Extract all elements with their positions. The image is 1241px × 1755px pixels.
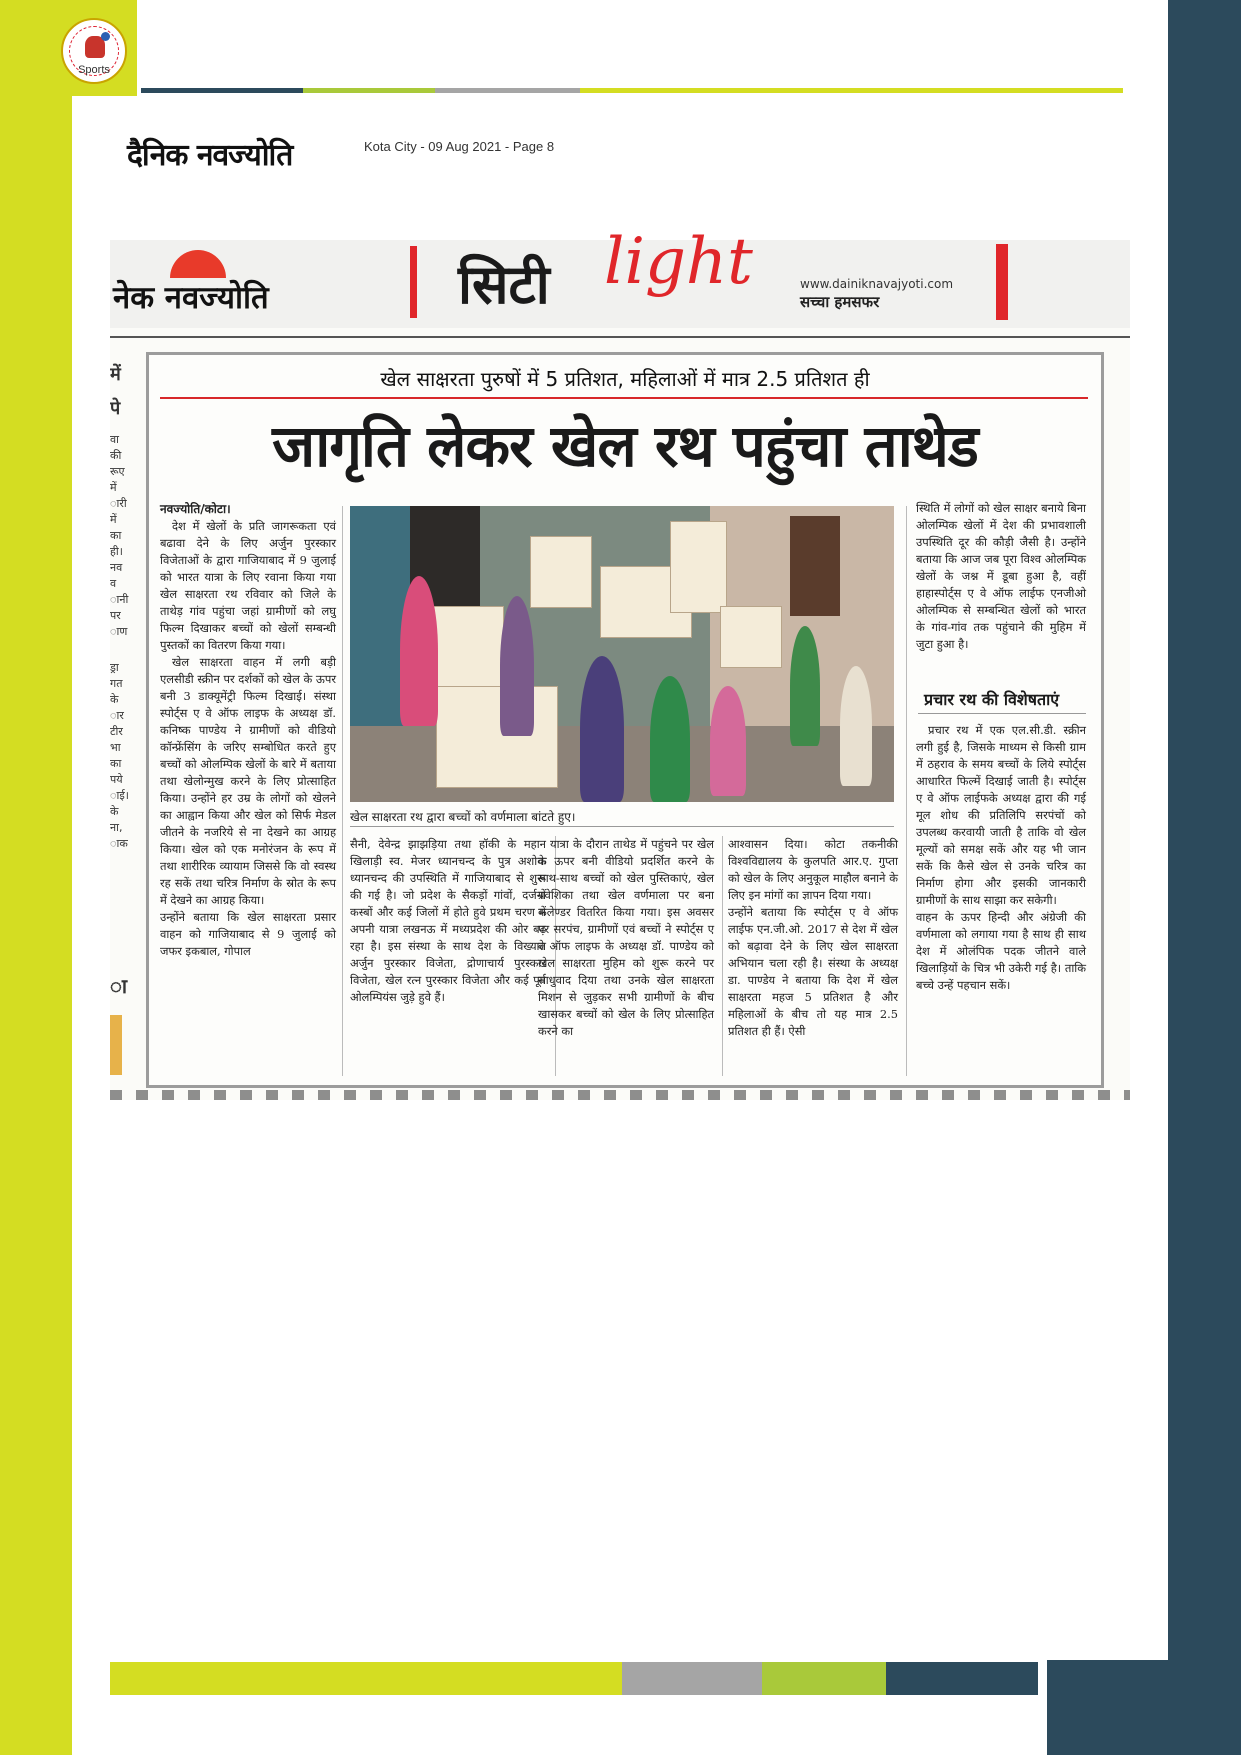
edge-fragment: ड्रा (110, 661, 119, 674)
website-url: www.dainiknavajyoti.com (800, 277, 954, 291)
edge-fragment: वा (110, 433, 119, 446)
edge-fragment: नव (110, 561, 123, 574)
edition-dateline: Kota City - 09 Aug 2021 - Page 8 (364, 139, 555, 154)
newspaper-masthead: दैनिक नवज्योति (127, 138, 293, 173)
header-line-lime (580, 88, 1123, 93)
photo-alphabet-chart (436, 686, 558, 788)
edge-headline-fragment: ा (110, 978, 128, 994)
edge-fragment: ाई। (110, 789, 129, 802)
article-column-5-top: स्थिति में लोगों को खेल साक्षर बनाये बिना ओलम्पिक खेलों में देश की प्रभावशाली उपस्थिति दूर की कौड़ी जैसी है। उन्होंने बताया कि आज जब पूरा विश्व ओलम्पिक खेलों के जश्न में डूबा हुआ है, वहीं हाहास्पोर्ट्स ए वे ऑफ लाईफ एनजीओ ओलम्पिक से सम्बन्धित खेलों को भारत के गांव-गांव तक पहुंचाने की मुहिम में जुटा हुआ है। (916, 501, 1086, 651)
left-color-band (0, 0, 72, 1755)
footer-bar-navy (886, 1662, 1038, 1695)
photo-child (840, 666, 872, 786)
column-divider (722, 836, 723, 1076)
photo-child (500, 596, 534, 736)
header-line-green (303, 88, 435, 93)
edge-fragment: टीर (110, 725, 123, 738)
edge-fragment: ारी (110, 497, 127, 510)
article-byline: नवज्योति/कोटा। (160, 502, 231, 516)
photo-alphabet-chart (432, 606, 504, 688)
photo-child (650, 676, 690, 802)
photo-alphabet-chart (670, 521, 727, 613)
photo-child (710, 686, 746, 796)
subheading-rule (918, 713, 1086, 714)
edge-fragment: में (110, 513, 117, 526)
footer-bar-green (762, 1662, 886, 1695)
article-column-5-bottom: प्रचार रथ में एक एल.सी.डी. स्क्रीन लगी हुई है, जिसके माध्यम से किसी ग्राम में ठहराव के समय बच्चों के लिये स्पोर्ट्स आधारित फिल्में दिखाई जाती है। स्पोर्ट्स ए वे ऑफ लाईफके अध्यक्ष द्वारा की गई मूल शोध की प्रतिलिपि सरपंचों को उपलब्ध करवायी जाती है ताकि वो खेल मूल्यों को समक्ष सकें और यह भी जान सकें कि कैसे खेल से उनके चरित्र का निर्माण होगा और इसकी जानकारी ग्रामीणों के साथ साझा कर सकेगी। वाहन के ऊपर हिन्दी और अंग्रेजी की वर्णमाला को लगाया गया है साथ ही साथ देश में ओलंपिक पदक जीतने वाले खिलाड़ियों के चित्र भी उकेरी गई है। ताकि बच्चे उन्हें पहचान सकें। (916, 723, 1086, 992)
edge-fragment: ाक (110, 837, 128, 850)
edge-fragment: का (110, 757, 122, 770)
edge-fragment: ानी (110, 593, 129, 606)
article-photo (350, 506, 894, 802)
edge-fragment: के (110, 693, 119, 706)
photo-caption: खेल साक्षरता रथ द्वारा बच्चों को वर्णमाला बांटते हुए। (350, 810, 576, 824)
cut-off-text-strip (110, 1090, 1130, 1100)
photo-child (580, 656, 624, 802)
banner-paper-name: नेक नवज्योति (113, 280, 269, 316)
ball-icon (101, 32, 110, 41)
article-column-2: सैनी, देवेन्द्र झाझड़िया तथा हॉकी के महान खिलाड़ी स्व. मेजर ध्यानचन्द के पुत्र अशोक ध्यानचन्द की उपस्थिति में गाजियाबाद से शुरू की गई है। जो प्रदेश के सैकड़ों गांवों, दर्जनों कस्बों और कई जिलों में होते हुवे प्रथम चरण में अपनी यात्रा लखनऊ में मध्यप्रदेश की ओर बढ़ रहा है। इस संस्था के साथ देश के विख्यात अर्जुन पुरस्कार विजेता, द्रोणाचार्य पुरस्कार विजेता, खेल रत्न पुरस्कार विजेता और कई पूर्व ओलम्पियंस जुड़े हुवे हैं। (350, 837, 546, 1004)
caption-rule (350, 826, 894, 827)
article-headline: जागृति लेकर खेल रथ पहुंचा ताथेड (272, 412, 978, 480)
edge-fragment: की (110, 449, 122, 462)
photo-child (790, 626, 820, 746)
photo-window (790, 516, 840, 616)
adjacent-article-text-strip (110, 432, 130, 852)
edge-fragment: में (110, 481, 117, 494)
article-column-1 (160, 518, 336, 960)
photo-alphabet-chart (530, 536, 592, 608)
footer-bar-grey (622, 1662, 762, 1695)
edge-fragment: व (110, 577, 117, 590)
edge-fragment: का (110, 529, 122, 542)
edge-fragment: पर (110, 609, 121, 622)
edge-fragment: ही। (110, 545, 123, 558)
column-1-paragraph-1: देश में खेलों के प्रति जागरूकता एवं बढावा देने के लिए अर्जुन पुरस्कार विजेताओं के द्वारा गाजियाबाद में 9 जुलाई को भारत यात्रा के लिए रवाना किया गया खेल साक्षरता रथ रविवार को जिले के ताथेड़ गांव पहुंचा जहां ग्रामीणों को लघु फिल्म दिखाकर बच्चों को खेलों सम्बन्धी पुस्तकों का वितरण किया गया। (160, 519, 336, 652)
right-bottom-block (1047, 1660, 1168, 1755)
edge-fragment: ना, (110, 821, 123, 834)
banner-red-block (996, 244, 1008, 320)
edge-fragment: पे (110, 398, 121, 419)
edge-fragment: गत (110, 677, 123, 690)
logo-text: Sports (78, 64, 110, 76)
right-color-band (1168, 0, 1241, 1755)
kicker-rule (160, 397, 1088, 399)
section-title-city: सिटी (458, 253, 550, 316)
header-line-grey (435, 88, 580, 93)
column-divider (906, 506, 907, 1076)
banner-rule (110, 336, 1130, 338)
edge-fragment: में (110, 364, 121, 385)
edge-fragment: रूए (110, 465, 125, 478)
article-kicker: खेल साक्षरता पुरुषों में 5 प्रतिशत, महिलाओं में मात्र 2.5 प्रतिशत ही (380, 367, 870, 391)
adjacent-article-headline-fragment (110, 358, 130, 426)
article-subheading: प्रचार रथ की विशेषताएं (924, 690, 1060, 709)
column-divider (342, 506, 343, 1076)
banner-tagline: सच्चा हमसफर (800, 293, 880, 311)
edge-fragment: के (110, 805, 119, 818)
edge-fragment: ाण (110, 625, 128, 638)
section-title-light: light (604, 225, 753, 299)
photo-child (400, 576, 438, 726)
article-column-3: यात्रा के दौरान ताथेड में पहुंचने पर खेल के ऊपर बनी वीडियो प्रदर्शित करने के साथ-साथ बच्चों को खेल पुस्तिकाएं, खेल प्रवेशिका तथा खेल वर्णमाला पर बना कलेण्डर वितरित किया गया। इस अवसर पर सरपंच, ग्रामीणों एवं बच्चों ने स्पोर्ट्स ए वे ऑफ लाइफ के अध्यक्ष डॉ. पाण्डेय को खेल साक्षरता मुहिम को शुरू करने पर साधुवाद दिया तथा उनके खेल साक्षरता मिशन से जुड़कर सभी ग्रामीणों के बीच खासकर बच्चों को खेल के लिए प्रोत्साहित करने का (538, 837, 714, 1038)
adjacent-photo-sliver (110, 1015, 122, 1075)
article-column-4: आश्वासन दिया। कोटा तकनीकी विश्वविद्यालय के कुलपति आर.ए. गुप्ता को खेल के लिए अनुकूल माहौल बनाने के लिए इन मांगों का ज्ञापन दिया गया। उन्होंने बताया कि स्पोर्ट्स ए वे ऑफ लाईफ एन.जी.ओ. 2017 से देश में खेल को बढ़ावा देने के लिए खेल साक्षरता अभियान चला रही है। संस्था के अध्यक्ष डा. पाण्डेय ने बताया कि देश में खेल साक्षरता महज 5 प्रतिशत है और महिलाओं के बीच तो यह मात्र 2.5 प्रतिशत ही हैं। ऐसी (728, 837, 898, 1038)
edge-fragment: पये (110, 773, 123, 786)
footer-bar-lime (110, 1662, 622, 1695)
banner-red-bar (410, 246, 417, 318)
header-line-navy (141, 88, 303, 93)
photo-alphabet-chart (720, 606, 782, 668)
edge-fragment: भा (110, 741, 121, 754)
column-1-paragraph-2: खेल साक्षरता वाहन में लगी बड़ी एलसीडी स्क्रीन पर दर्शकों को खेल के ऊपर बनी 3 डाक्यूमेंट्री फिल्म दिखाई। संस्था स्पोर्ट्स ए वे ऑफ लाइफ के अध्यक्ष डॉ. कनिष्क पाण्डेय ने ग्रामीणों को वीडियो कॉन्फ्रेंसिंग के जरिए सम्बोधित करते हुए बच्चों को ओलम्पिक खेलों के बारे में बताया तथा खेलोन्मुख करने के लिए प्रोत्साहित किया। उन्होंने हर उम्र के लोगों को खेलने का आह्वान किया और खेल को सिर्फ मेडल जीतने के नजरिये से ना देखने का आग्रह किया। खेल को एक मनोरंजन के रूप में तथा शारीरिक व्यायाम जिससे कि वो स्वस्थ रह सकें तथा चरित्र निर्माण के स्रोत के रूप में देखने का आग्रह किया। उन्होंने बताया कि खेल साक्षरता प्रसार वाहन को गाजियाबाद से 9 जुलाई को जफर इकबाल, गोपाल (160, 655, 336, 958)
sports-logo-badge (61, 18, 127, 84)
edge-fragment: ार (110, 709, 124, 722)
